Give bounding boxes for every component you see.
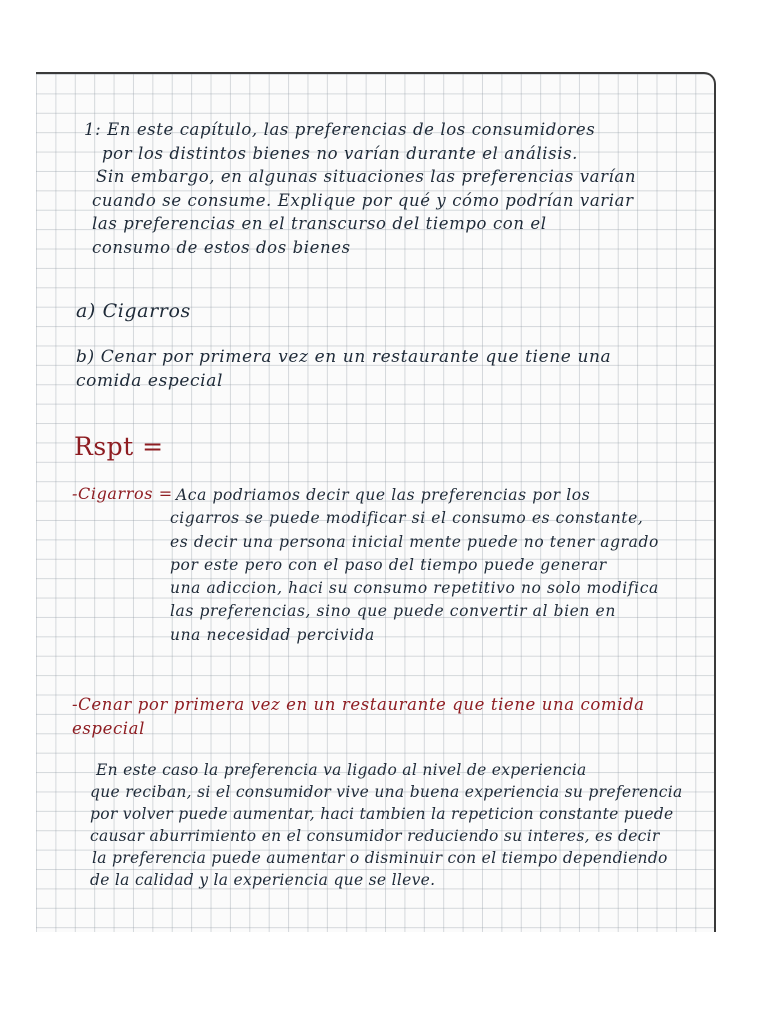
- answer-2-label: [72, 693, 645, 741]
- option-b-line: b) Cenar por primera vez en un restaurante que tiene una: [76, 347, 612, 367]
- question-line: por los distintos bienes no varían durante el análisis.: [102, 143, 578, 163]
- question-line: las preferencias en el transcurso del tiempo con el: [92, 214, 547, 233]
- question-line: Sin embargo, en algunas situaciones las preferencias varían: [96, 167, 637, 186]
- answer-2-label-line: -Cenar por primera vez en un restaurante que tiene una comida: [72, 695, 645, 714]
- answer-1-line: una adiccion, haci su consumo repetitivo no solo modifica: [170, 579, 659, 598]
- answer-2-line: por volver puede aumentar, haci tambien la repeticion constante puede: [90, 805, 674, 823]
- answer-1-line: por este pero con el paso del tiempo puede generar: [170, 555, 607, 574]
- option-a: [76, 300, 191, 322]
- option-b: [76, 345, 611, 393]
- answer-2-line: causar aburrimiento en el consumidor reduciendo su interes, es decir: [90, 827, 660, 845]
- question-line: consumo de estos dos bienes: [92, 237, 351, 257]
- answer-2-line: En este caso la preferencia va ligado al nivel de experiencia: [96, 761, 587, 779]
- answer-heading: Rspt =: [74, 432, 164, 461]
- question-line: 1: En este capítulo, las preferencias de los consumidores: [84, 120, 596, 139]
- answer-1-line: una necesidad percivida: [170, 625, 375, 644]
- option-a-text: a) Cigarros: [76, 300, 191, 322]
- answer-1-line: Aca podriamos decir que las preferencias por los: [176, 486, 591, 504]
- answer-1-label: -Cigarros =: [72, 484, 173, 503]
- answer-1-text: [170, 484, 659, 647]
- question-line: cuando se consume. Explique por qué y cómo podrían variar: [92, 190, 634, 210]
- answer-1-line: las preferencias, sino que puede convertir al bien en: [170, 602, 616, 621]
- answer-2-line: de la calidad y la experiencia que se lleve.: [90, 871, 436, 889]
- answer-2-text: [90, 759, 683, 891]
- answer-2-label-line: especial: [72, 719, 145, 738]
- answer-1-line: es decir una persona inicial mente puede no tener agrado: [170, 532, 659, 551]
- answer-2-line: que reciban, si el consumidor vive una buena experiencia su preferencia: [90, 783, 683, 801]
- answer-1-line: cigarros se puede modificar si el consumo es constante,: [170, 509, 644, 528]
- answer-2-line: la preferencia puede aumentar o disminuir con el tiempo dependiendo: [92, 849, 668, 867]
- option-b-line: comida especial: [76, 371, 223, 391]
- question-text: [84, 118, 636, 259]
